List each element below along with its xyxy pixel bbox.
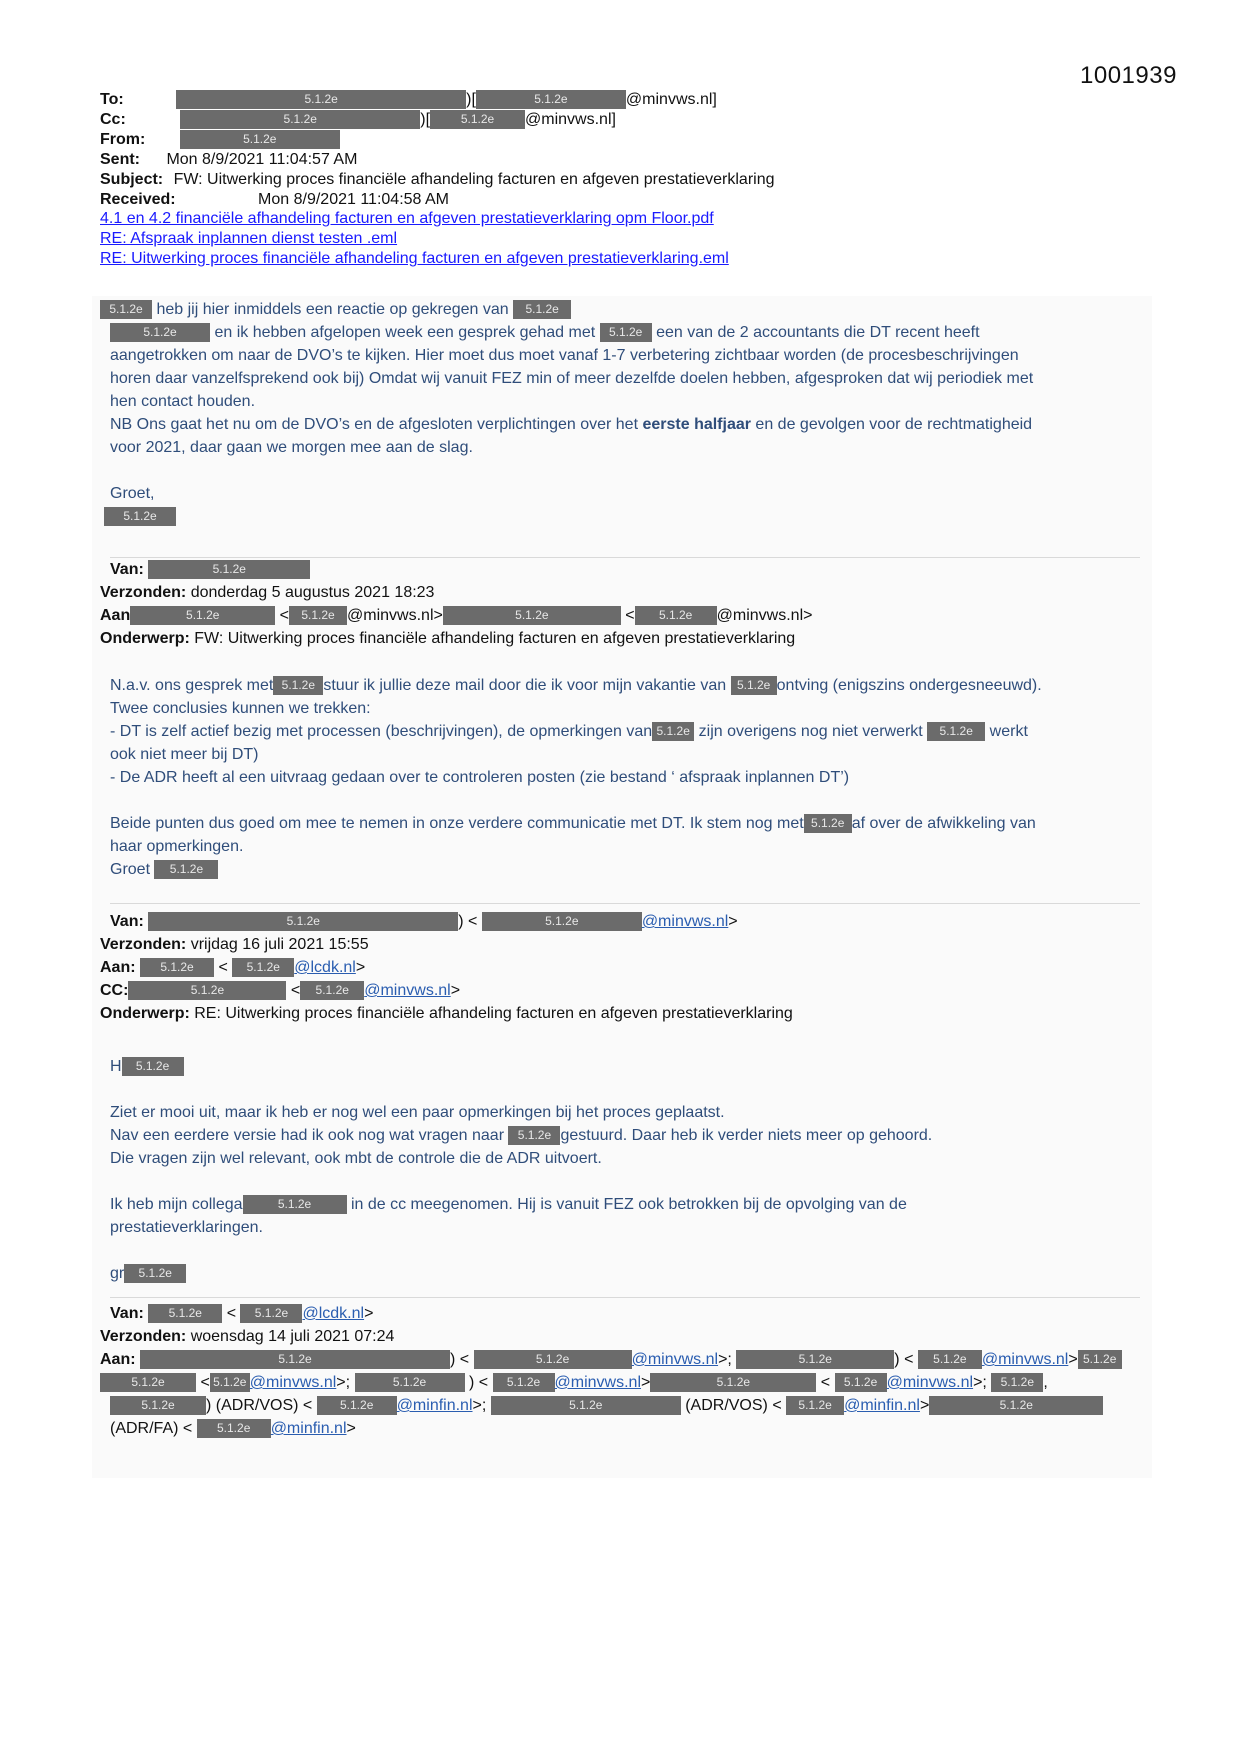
redaction: 5.1.2e: [243, 1195, 347, 1214]
msg2-onderwerp: Onderwerp: FW: Uitwerking proces financiële afhandeling facturen en afgeven prestatieverklaring: [100, 630, 796, 647]
redaction: 5.1.2e: [232, 958, 294, 977]
redaction: 5.1.2e: [786, 1396, 844, 1415]
header-subject: [100, 170, 775, 190]
attachment-link[interactable]: RE: Afspraak inplannen dienst testen .eml: [100, 230, 398, 247]
redaction: 5.1.2e: [835, 1373, 887, 1392]
redaction: 5.1.2e: [927, 722, 985, 741]
msg4-aan-line-4: (ADR/FA) < 5.1.2e @minfin.nl>: [110, 1420, 356, 1437]
redaction: 5.1.2e: [104, 507, 176, 526]
msg3-cc: CC: 5.1.2e < 5.1.2e @minvws.nl>: [100, 982, 461, 999]
redaction: 5.1.2e: [1078, 1350, 1122, 1369]
email-link[interactable]: @minvws.nl: [981, 1351, 1069, 1368]
received-value: Mon 8/9/2021 11:04:58 AM: [258, 191, 449, 208]
msg2-van: Van: 5.1.2e: [110, 558, 310, 581]
redaction: 5.1.2e: [650, 1373, 816, 1392]
redaction: 5.1.2e: [140, 958, 214, 977]
from-label: From:: [100, 131, 146, 148]
redaction: 5.1.2e: [991, 1373, 1043, 1392]
header-cc: Cc: 5.1.2e )[ 5.1.2e @minvws.nl]: [100, 111, 616, 128]
redaction: 5.1.2e: [476, 90, 626, 109]
msg3-aan: Aan: 5.1.2e < 5.1.2e @lcdk.nl>: [100, 959, 366, 976]
redaction: 5.1.2e: [736, 1350, 894, 1369]
redaction: 5.1.2e: [197, 1419, 271, 1438]
redaction: 5.1.2e: [355, 1373, 465, 1392]
msg4-aan-line-2: 5.1.2e < 5.1.2e @minvws.nl>; 5.1.2e ) < 5.1.2e @minvws.nl> 5.1.2e < 5.1.2e @minvws.nl>; 5.1.2e ,: [100, 1371, 1048, 1394]
sent-label: Sent:: [100, 151, 140, 168]
message-1-body: 5.1.2e heb jij hier inmiddels een reactie op gekregen van 5.1.2e 5.1.2e en ik hebben afgelopen week een gesprek gehad met 5.1.2e een van de 2 accountants die DT recent heeft aangetrokken om naar de DVO’s te kijken. Hier moet dus moet vanaf 1-7 verbetering zichtbaar worden (de procesbeschrijvingen horen daar vanzelfsprekend ook bij) Omdat wij vanuit FEZ min of meer dezelfde doelen hebben, afgesproken dat wij periodiek met hen contact houden. NB Ons gaat het nu om de DVO’s en de afgesloten verplichtingen over het eerste halfjaar en de gevolgen voor de rechtmatigheid voor 2021, daar gaan we morgen mee aan de slag. Groet, 5.1.2e: [110, 298, 1140, 528]
redaction: 5.1.2e: [148, 560, 310, 579]
header-from: [100, 130, 340, 150]
redaction: 5.1.2e: [122, 1057, 184, 1076]
attachment-link[interactable]: RE: Uitwerking proces financiële afhandeling facturen en afgeven prestatieverklaring.eml: [100, 250, 729, 267]
document-id: 1001939: [1080, 62, 1177, 89]
redaction: 5.1.2e: [180, 110, 420, 129]
sent-value: Mon 8/9/2021 11:04:57 AM: [166, 151, 358, 168]
msg4-van: Van: 5.1.2e < 5.1.2e @lcdk.nl>: [110, 1305, 374, 1322]
email-link[interactable]: @minfin.nl: [396, 1397, 473, 1414]
redaction: 5.1.2e: [128, 981, 286, 1000]
msg2-verzonden: Verzonden: donderdag 5 augustus 2021 18:23: [100, 584, 435, 601]
redaction: 5.1.2e: [430, 110, 525, 129]
email-link[interactable]: @lcdk.nl: [294, 959, 356, 976]
email-link[interactable]: @minfin.nl: [270, 1420, 347, 1437]
header-to: To: 5.1.2e )[ 5.1.2e @minvws.nl]: [100, 91, 717, 108]
redaction: 5.1.2e: [100, 300, 152, 319]
redaction: 5.1.2e: [124, 1264, 186, 1283]
attachment-link[interactable]: 4.1 en 4.2 financiële afhandeling facturen en afgeven prestatieverklaring opm Floor.pdf: [100, 210, 714, 227]
msg3-van: Van: 5.1.2e ) < 5.1.2e @minvws.nl>: [110, 913, 738, 930]
redaction: 5.1.2e: [110, 1396, 206, 1415]
redaction: 5.1.2e: [929, 1396, 1103, 1415]
email-link[interactable]: @minvws.nl: [554, 1374, 642, 1391]
redaction: 5.1.2e: [652, 722, 694, 741]
email-link[interactable]: @minfin.nl: [844, 1397, 920, 1414]
redaction: 5.1.2e: [918, 1350, 982, 1369]
subject-label: Subject:: [100, 171, 164, 188]
redaction: 5.1.2e: [110, 323, 210, 342]
cc-label: Cc:: [100, 111, 126, 128]
redaction: 5.1.2e: [210, 1373, 250, 1392]
separator: [110, 1297, 1140, 1298]
redaction: 5.1.2e: [130, 606, 275, 625]
header-sent: [100, 150, 357, 170]
email-link[interactable]: @minvws.nl: [249, 1374, 337, 1391]
message-2-body: N.a.v. ons gesprek met 5.1.2e stuur ik jullie deze mail door die ik voor mijn vakantie van 5.1.2e ontving (enigszins ondergesneeuwd). Twee conclusies kunnen we trekken: - DT is zelf actief bezig met processen (beschrijvingen), de opmerkingen van 5.1.2e zijn overigens nog niet verwerkt 5.1.2e werkt ook niet meer bij DT) - De ADR heeft al een uitvraag gedaan over te controleren posten (zie bestand ‘ afspraak inplannen DT’) Beide punten dus goed om mee te nemen in onze verdere communicatie met DT. Ik stem nog met 5.1.2e af over de afwikkeling van haar opmerkingen. Groet 5.1.2e: [110, 677, 1042, 878]
separator: [110, 903, 1140, 904]
redaction: 5.1.2e: [180, 130, 340, 149]
to-label: To:: [100, 91, 124, 108]
redaction: 5.1.2e: [100, 1373, 196, 1392]
message-3-body: H 5.1.2e Ziet er mooi uit, maar ik heb er nog wel een paar opmerkingen bij het proces geplaatst. Nav een eerdere versie had ik ook nog wat vragen naar 5.1.2e gestuurd. Daar heb ik verder niets meer op gehoord. Die vragen zijn wel relevant, ook mbt de controle die de ADR uitvoert. Ik heb mijn collega 5.1.2e in de cc meegenomen. Hij is vanuit FEZ ook betrokken bij de opvolging van de prestatieverklaringen. gr 5.1.2e: [110, 1058, 933, 1282]
redaction: 5.1.2e: [493, 1373, 555, 1392]
redaction: 5.1.2e: [474, 1350, 632, 1369]
redaction: 5.1.2e: [482, 912, 642, 931]
redaction: 5.1.2e: [148, 1304, 222, 1323]
subject-value: FW: Uitwerking proces financiële afhandeling facturen en afgeven prestatieverklaring: [173, 171, 775, 188]
redaction: 5.1.2e: [731, 676, 777, 695]
msg4-aan-line-3: 5.1.2e ) (ADR/VOS) < 5.1.2e @minfin.nl>; 5.1.2e (ADR/VOS) < 5.1.2e @minfin.nl> 5.1.2e: [110, 1394, 1103, 1417]
redaction: 5.1.2e: [491, 1396, 681, 1415]
redaction: 5.1.2e: [635, 606, 717, 625]
redaction: 5.1.2e: [140, 1350, 450, 1369]
msg3-verzonden: Verzonden: vrijdag 16 juli 2021 15:55: [100, 936, 369, 953]
redaction: 5.1.2e: [513, 300, 571, 319]
redaction: 5.1.2e: [317, 1396, 397, 1415]
redaction: 5.1.2e: [148, 912, 458, 931]
redaction: 5.1.2e: [804, 814, 852, 833]
redaction: 5.1.2e: [443, 606, 621, 625]
msg4-aan-line-1: Aan: 5.1.2e ) < 5.1.2e @minvws.nl>; 5.1.2e ) < 5.1.2e @minvws.nl> 5.1.2e: [100, 1348, 1122, 1371]
redaction: 5.1.2e: [176, 90, 466, 109]
msg2-aan: Aan 5.1.2e < 5.1.2e @minvws.nl> 5.1.2e < 5.1.2e @minvws.nl>: [100, 607, 813, 624]
redaction: 5.1.2e: [300, 981, 364, 1000]
msg3-onderwerp: Onderwerp: RE: Uitwerking proces financiële afhandeling facturen en afgeven prestatieverklaring: [100, 1005, 793, 1022]
email-link[interactable]: @lcdk.nl: [302, 1305, 365, 1322]
email-link[interactable]: @minvws.nl: [631, 1351, 719, 1368]
email-link[interactable]: @minvws.nl: [886, 1374, 974, 1391]
received-label: Received:: [100, 191, 176, 208]
redaction: 5.1.2e: [240, 1304, 302, 1323]
email-link[interactable]: @minvws.nl: [641, 913, 729, 930]
email-link[interactable]: @minvws.nl: [364, 982, 451, 999]
redaction: 5.1.2e: [273, 676, 323, 695]
redaction: 5.1.2e: [289, 606, 347, 625]
cc-suffix: @minvws.nl]: [525, 111, 616, 128]
redaction: 5.1.2e: [508, 1126, 560, 1145]
to-suffix: @minvws.nl]: [625, 91, 717, 108]
msg4-verzonden: Verzonden: woensdag 14 juli 2021 07:24: [100, 1328, 395, 1345]
redaction: 5.1.2e: [600, 323, 652, 342]
redaction: 5.1.2e: [154, 860, 218, 879]
header-received: [100, 190, 449, 210]
